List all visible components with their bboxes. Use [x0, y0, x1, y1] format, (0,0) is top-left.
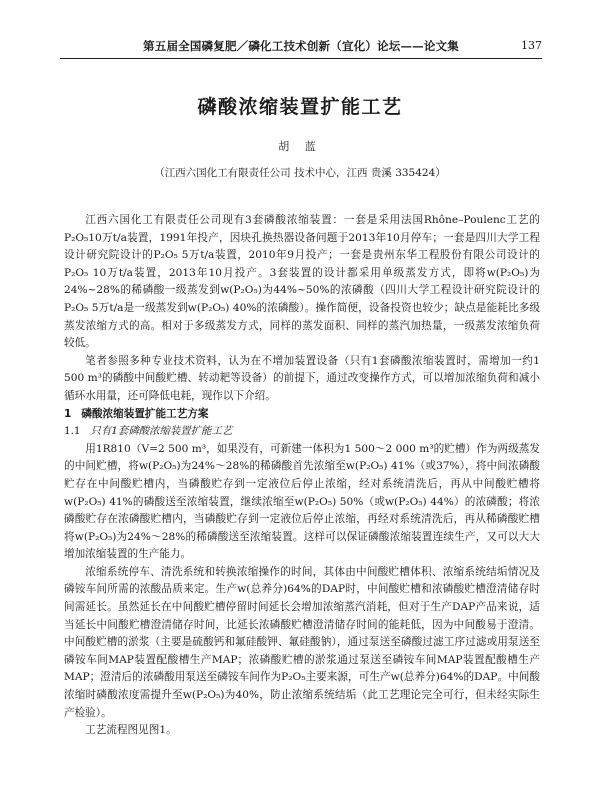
- running-head-title: 第五届全国磷复肥／磷化工技术创新（宜化）论坛——论文集: [143, 39, 459, 53]
- paragraph-scheme: 用1R810（V=2 500 m³，如果没有，可新建一体积为1 500～2 000 m³的贮槽）作为两级蒸发的中间贮槽，将w(P₂O₅)为24%～28%的稀磷酸首先浓缩至w(P₂O₅) 41%（或37%），将中间浓磷酸贮存在中间酸贮槽内，当磷酸贮存到一定液位后停止浓缩，经对系统清洗后，再从中间酸贮槽将w(P₂O₅) 41%的磷酸送至浓缩装置，继续浓缩至w(P₂O₅) 50%（或w(P₂O₅) 44%）的浓磷酸；将浓磷酸贮存在浓磷酸贮槽内，当磷酸贮存到一定液位后停止浓缩，再经对系统清洗后，再从稀磷酸贮槽将w(P₂O₅)为24%～28%的稀磷酸送至浓缩装置。这样可以保证磷酸浓缩装置连续生产，又可以大大增加浓缩装置的生产能力。: [64, 442, 540, 561]
- section-heading-1: [64, 406, 540, 424]
- paragraph-intro: 江西六国化工有限责任公司现有3套磷酸浓缩装置：一套是采用法国Rhône–Poulenc工艺的P₂O₅10万t/a装置，1991年投产，因块孔换热器设备问题于2013年10月停车；一套是四川大学工程设计研究院设计的P₂O₅ 5万t/a装置，2010年9月投产；一套是贵州东华工程股份有限公司设计的P₂O₅ 10万t/a装置，2013年10月投产。3套装置的设计都采用单级蒸发方式，即将w(P₂O₅)为24%~28%的稀磷酸一级蒸发到w(P₂O₅)为44%~50%的浓磷酸（四川大学工程设计研究院设计的P₂O₅ 5万t/a是一级蒸发到w(P₂O₅) 40%的浓磷酸）。操作简便，设备投资也较少；缺点是能耗比多级蒸发浓缩方式的高。相对于多级蒸发方式，同样的蒸发面积、同样的蒸汽加热量，一级蒸发浓缩负荷较低。: [64, 214, 540, 350]
- section-number: 1: [64, 407, 72, 420]
- subsection-heading-1-1: [64, 423, 540, 441]
- section-title: 磷酸浓缩装置扩能工艺方案: [81, 407, 209, 420]
- article-body: [64, 212, 540, 740]
- subsection-number: 1.1: [64, 425, 81, 438]
- paragraph-figure-ref: 工艺流程图见图1。: [85, 724, 177, 737]
- running-header: [60, 36, 542, 59]
- paragraph-operation: 浓缩系统停车、清洗系统和转换浓缩操作的时间，其体由中间酸贮槽体积、浓缩系统结垢情况及磷铵车间所需的浓酸品质来定。生产w(总养分)64%的DAP时，中间酸贮槽和浓磷酸贮槽澄清储存时间需延长。虽然延长在中间酸贮槽停留时间延长会增加浓缩蒸汽消耗，但对于生产DAP产品来说，适当延长中间酸贮槽澄清储存时间，比延长浓磷酸贮槽澄清储存时间的能耗低，因为中间酸易于澄清。中间酸贮槽的淤浆（主要是硫酸钙和氟硅酸钾、氟硅酸钠），通过泵送至磷酸过滤工序过滤或用泵送至磷铵车间MAP装置配酸槽生产MAP；浓磷酸贮槽的淤浆通过泵送至磷铵车间MAP装置配酸槽生产MAP；澄清后的浓磷酸用泵送至磷铵车间作为P₂O₅主要来源，可生产w(总养分)64%的DAP。中间酸浓缩时磷酸浓度需提升至w(P₂O₅)为40%，防止浓缩系统结垢（此工艺理论完全可行，但未经实际生产检验）。: [64, 565, 540, 719]
- paragraph-purpose: 笔者参照多种专业技术资料，认为在不增加装置设备（只有1套磷酸浓缩装置时，需增加一约1 500 m³的磷酸中间酸贮槽、转动耙等设备）的前提下，通过改变操作方式，可以增加浓缩负荷和减小循环水用量，还可降低电耗，现作以下介绍。: [64, 354, 540, 402]
- page-number: 137: [521, 39, 542, 52]
- author: 胡 蓝: [278, 140, 322, 153]
- affiliation: （江西六国化工有限责任公司 技术中心，江西 贵溪 335424）: [154, 167, 446, 179]
- article-title: 磷酸浓缩装置扩能工艺: [197, 96, 403, 118]
- subsection-title: 只有1套磷酸浓缩装置扩能工艺: [90, 425, 233, 438]
